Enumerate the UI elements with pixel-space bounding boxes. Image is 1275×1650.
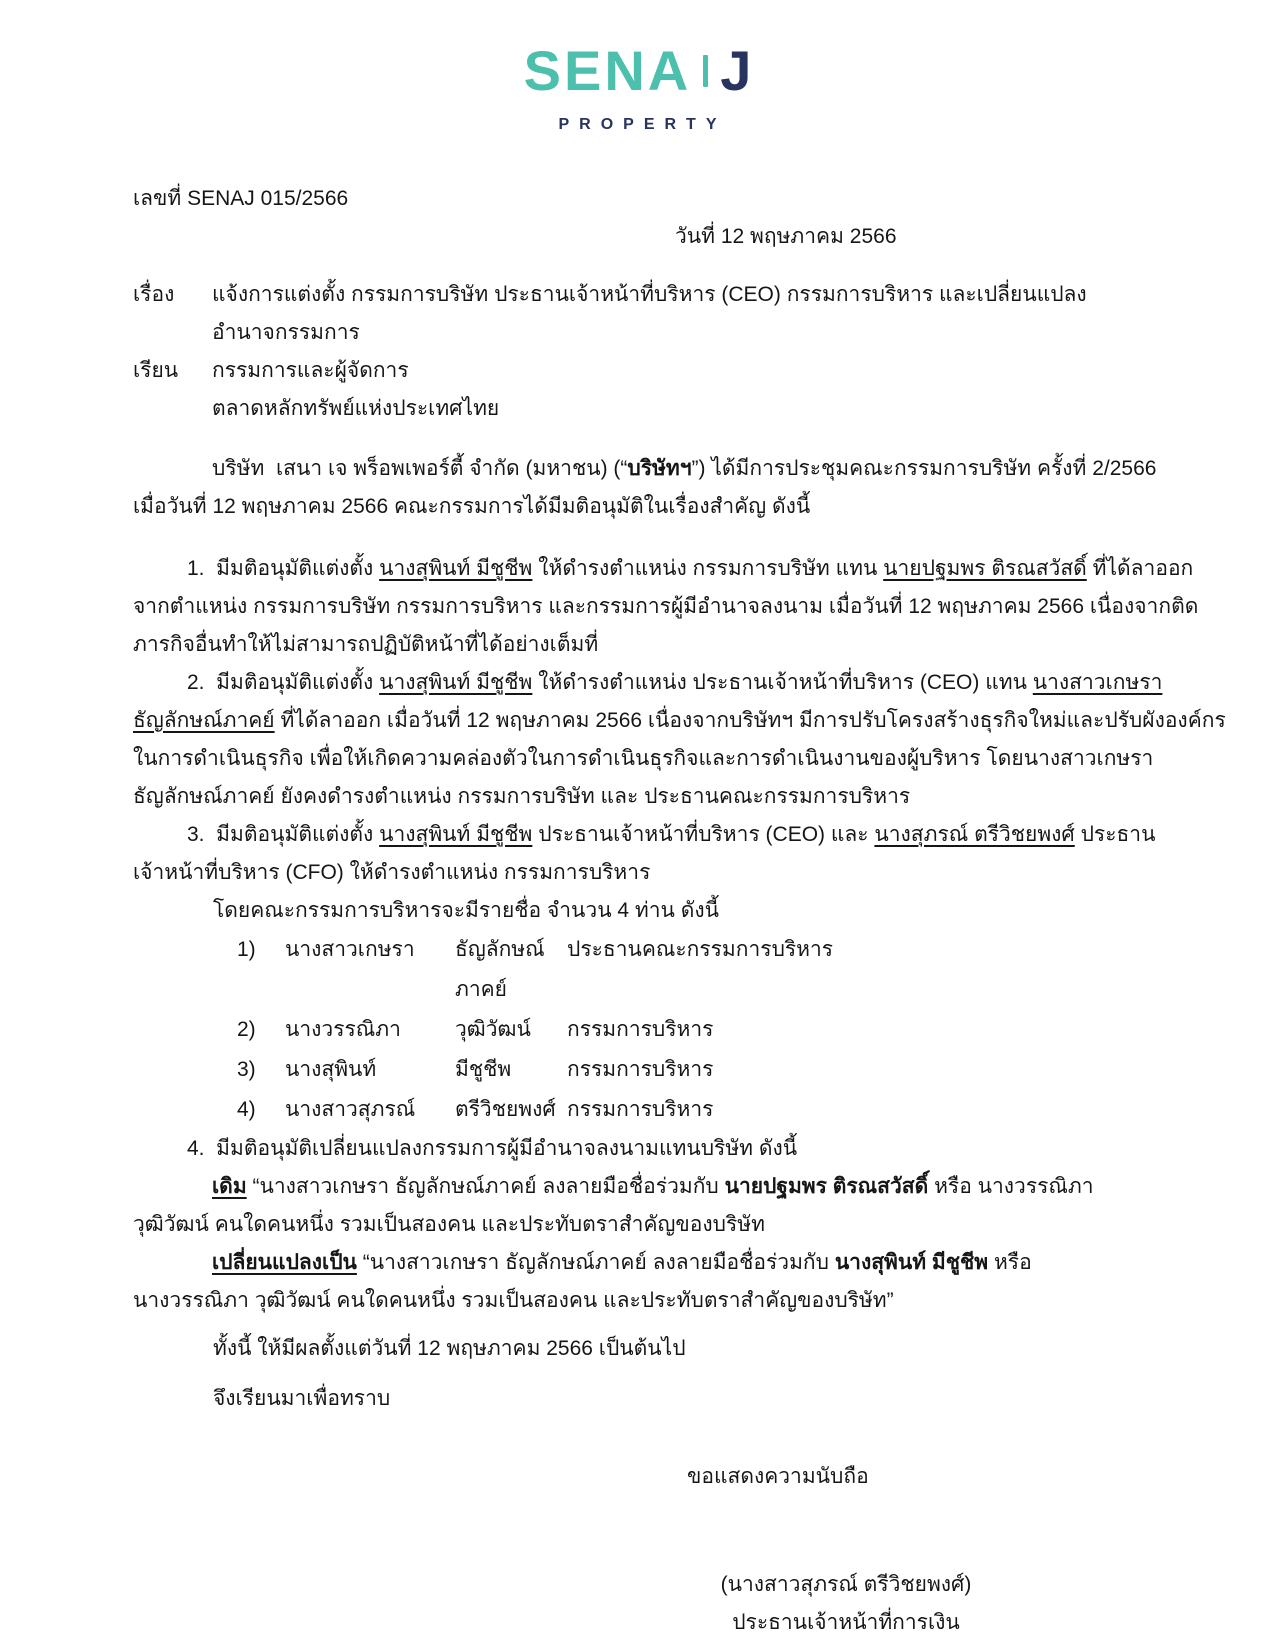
text-line: บริษัท เสนา เจ พร็อพเพอร์ตี้ จำกัด (มหาชน) (“บริษัทฯ”) ได้มีการประชุมคณะกรรมการบริษัท ครั้งที่ 2/2566 [212,457,1157,480]
recipient-text: กรรมการและผู้จัดการ [212,359,409,382]
board-member-no: 2) [237,1018,256,1041]
board-member-first: นางสาวเกษรา [285,938,415,961]
text-line: จากตำแหน่ง กรรมการบริษัท กรรมการบริหาร และกรรมการผู้มีอำนาจลงนาม เมื่อวันที่ 12 พฤษภาคม 2566 เนื่องจากติด [133,595,1199,618]
logo-separator-bar [703,55,708,87]
closing-line: จึงเรียนมาเพื่อทราบ [213,1387,391,1410]
recipient-continuation: ตลาดหลักทรัพย์แห่งประเทศไทย [212,397,500,420]
logo-j-text: J [720,39,752,102]
board-member-row [237,1050,1142,1090]
subject-label: เรื่อง [133,283,175,306]
logo-wordmark [0,40,1275,102]
board-member-last: ตรีวิชยพงศ์ [455,1098,556,1121]
former-authority-paragraph [133,1168,1142,1244]
subject-row [133,276,1142,352]
letter-body [0,180,1275,1642]
board-member-list [237,930,1142,1130]
board-member-first: นางสุพินท์ [285,1058,377,1081]
board-member-role: กรรมการบริหาร [567,1058,714,1081]
subject-text: แจ้งการแต่งตั้ง กรรมการบริษัท ประธานเจ้าหน้าที่บริหาร (CEO) กรรมการบริหาร และเปลี่ยนแปลงอำนาจกรรมการ [212,283,1087,344]
company-logo [0,0,1275,144]
board-member-role: กรรมการบริหาร [567,1018,714,1041]
board-member-first: นางวรรณิภา [285,1018,401,1041]
signer-title: ประธานเจ้าหน้าที่การเงิน [732,1611,960,1634]
logo-property-text: PROPERTY [558,116,727,133]
resolution-item-3 [133,816,1156,892]
text-line: 1. มีมติอนุมัติแต่งตั้ง นางสุพินท์ มีชูชีพ ให้ดำรงตำแหน่ง กรรมการบริษัท แทน นายปฐมพร ติรณสวัสดิ์ ที่ได้ลาออก [187,557,1194,580]
logo-sena-text: SENA [523,39,692,102]
board-member-no: 4) [237,1098,256,1121]
text-line: ธัญลักษณ์ภาคย์ ยังคงดำรงตำแหน่ง กรรมการบริษัท และ ประธานคณะกรรมการบริหาร [133,785,911,808]
text-line: วุฒิวัฒน์ คนใดคนหนึ่ง รวมเป็นสองคน และประทับตราสำคัญของบริษัท [133,1213,765,1236]
recipient-row [133,352,1142,390]
signature-block [636,1566,1056,1642]
effective-date-line: ทั้งนี้ ให้มีผลตั้งแต่วันที่ 12 พฤษภาคม 2566 เป็นต้นไป [213,1337,686,1360]
board-member-no: 3) [237,1058,256,1081]
board-member-first: นางสาวสุภรณ์ [285,1098,416,1121]
board-member-last: มีชูชีพ [455,1058,512,1081]
text-line: ธัญลักษณ์ภาคย์ ที่ได้ลาออก เมื่อวันที่ 12 พฤษภาคม 2566 เนื่องจากบริษัทฯ มีการปรับโครงสร้างธุรกิจใหม่และปรับผังองค์กร [133,709,1226,732]
document-number: เลขที่ SENAJ 015/2566 [133,187,349,210]
text-line: เดิม “นางสาวเกษรา ธัญลักษณ์ภาคย์ ลงลายมือชื่อร่วมกับ นายปฐมพร ติรณสวัสดิ์ หรือ นางวรรณิภา [212,1175,1094,1198]
text-line: ภารกิจอื่นทำให้ไม่สามารถปฏิบัติหน้าที่ได้อย่างเต็มที่ [133,633,599,656]
board-member-role: กรรมการบริหาร [567,1098,714,1121]
changed-authority-paragraph [133,1244,1142,1320]
regards-line: ขอแสดงความนับถือ [687,1465,869,1488]
letter-meta [133,276,1142,428]
text-line: 4. มีมติอนุมัติเปลี่ยนแปลงกรรมการผู้มีอำนาจลงนามแทนบริษัท ดังนี้ [187,1137,798,1160]
text-line: 3. มีมติอนุมัติแต่งตั้ง นางสุพินท์ มีชูชีพ ประธานเจ้าหน้าที่บริหาร (CEO) และ นางสุภรณ์ ตรีวิชยพงศ์ ประธาน [187,823,1156,846]
intro-paragraph [133,450,1157,526]
text-line: 2. มีมติอนุมัติแต่งตั้ง นางสุพินท์ มีชูชีพ ให้ดำรงตำแหน่ง ประธานเจ้าหน้าที่บริหาร (CEO) แทน นางสาวเกษรา [187,671,1163,694]
board-member-role: ประธานคณะกรรมการบริหาร [567,938,834,961]
board-member-last: วุฒิวัฒน์ [455,1018,531,1041]
recipient-label: เรียน [133,359,179,382]
text-line: เจ้าหน้าที่บริหาร (CFO) ให้ดำรงตำแหน่ง กรรมการบริหาร [133,861,651,884]
board-list-lead-in: โดยคณะกรรมการบริหารจะมีรายชื่อ จำนวน 4 ท่าน ดังนี้ [213,899,719,922]
board-member-row [237,930,1142,1010]
resolution-item-2 [133,664,1226,816]
board-member-no: 1) [237,938,256,961]
board-member-row [237,1090,1142,1130]
text-line: เมื่อวันที่ 12 พฤษภาคม 2566 คณะกรรมการได้มีมติอนุมัติในเรื่องสำคัญ ดังนี้ [133,495,811,518]
board-member-last: ธัญลักษณ์ภาคย์ [455,938,545,1001]
resolution-item-1 [133,550,1199,664]
resolution-item-4 [133,1130,1142,1168]
text-line: เปลี่ยนแปลงเป็น “นางสาวเกษรา ธัญลักษณ์ภาคย์ ลงลายมือชื่อร่วมกับ นางสุพินท์ มีชูชีพ หรือ [212,1251,1032,1274]
document-date: วันที่ 12 พฤษภาคม 2566 [675,225,897,248]
signer-name: (นางสาวสุภรณ์ ตรีวิชยพงศ์) [720,1573,972,1596]
text-line: นางวรรณิภา วุฒิวัฒน์ คนใดคนหนึ่ง รวมเป็นสองคน และประทับตราสำคัญของบริษัท” [133,1289,894,1312]
board-member-row [237,1010,1142,1050]
text-line: ในการดำเนินธุรกิจ เพื่อให้เกิดความคล่องตัวในการดำเนินธุรกิจและการดำเนินงานของผู้บริหาร โดยนางสาวเกษรา [133,747,1154,770]
